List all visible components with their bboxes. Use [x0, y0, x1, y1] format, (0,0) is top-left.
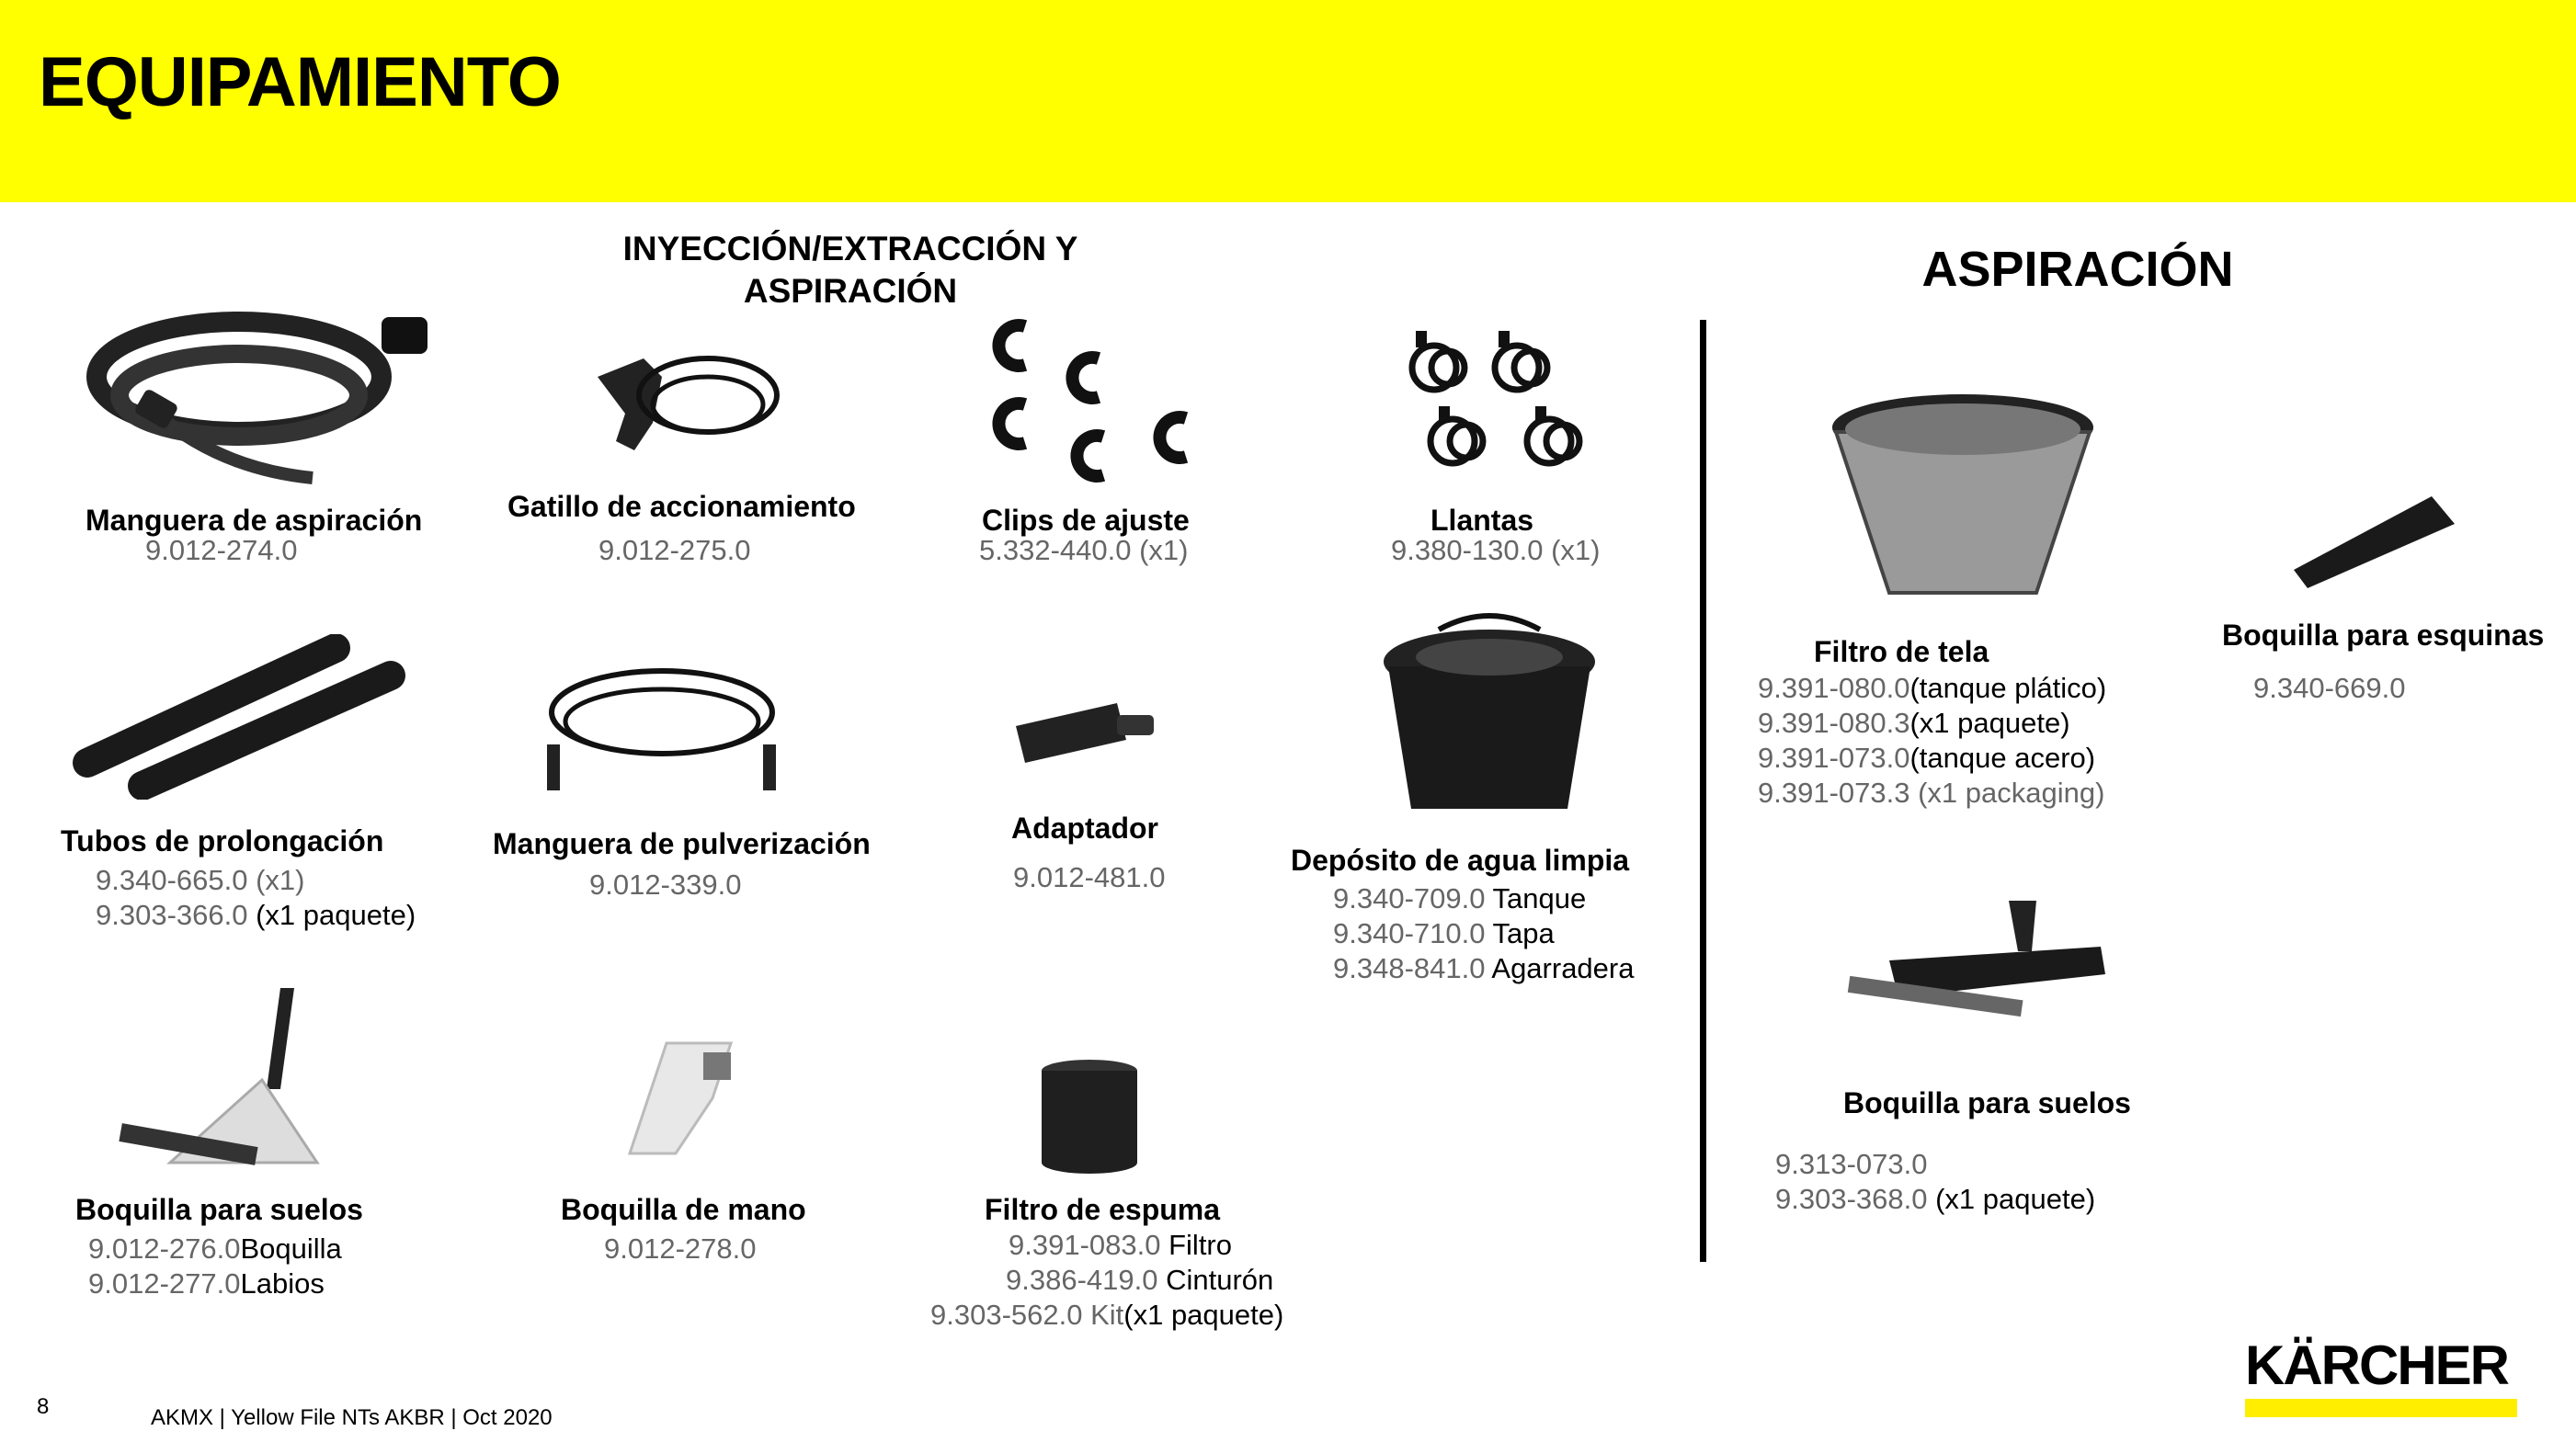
part-number: 9.380-130.0 (x1): [1391, 534, 1601, 566]
footer-text: AKMX | Yellow File NTs AKBR | Oct 2020: [151, 1405, 553, 1430]
part-number: 9.391-073.0: [1758, 742, 1910, 774]
item-code-clean-water-tank: [1333, 881, 1634, 986]
part-number: 9.340-665.0 (x1): [96, 864, 305, 896]
part-label: Tapa: [1492, 917, 1555, 949]
part-number: 9.348-841.0: [1333, 952, 1486, 984]
part-number: 9.012-276.0: [88, 1232, 241, 1265]
part-label: Cinturón: [1166, 1264, 1274, 1296]
section-title-injection: [552, 228, 1149, 312]
adapter-icon: [1007, 689, 1172, 772]
item-name-hand-nozzle: Boquilla de mano: [561, 1193, 806, 1226]
item-name-cloth-filter: Filtro de tela: [1814, 635, 1989, 668]
hand-nozzle-icon: [611, 1025, 749, 1172]
part-label: Agarradera: [1491, 952, 1635, 984]
part-number: 9.012-339.0: [589, 869, 742, 901]
part-number: 9.012-481.0: [1013, 861, 1166, 893]
crevice-nozzle-icon: [2285, 483, 2468, 593]
castor-wheels-icon: [1388, 317, 1609, 483]
foam-filter-icon: [1039, 1057, 1140, 1176]
item-name-adapter: Adaptador: [1011, 812, 1158, 845]
trigger-gun-icon: [579, 340, 781, 478]
item-name-castor-wheels: Llantas: [1430, 504, 1534, 537]
part-label: Labios: [240, 1267, 325, 1300]
part-label: (x1 paquete): [1935, 1183, 2096, 1215]
item-code-trigger-gun: [598, 533, 750, 568]
cloth-filter-icon: [1825, 391, 2101, 611]
section-title-line1: INYECCIÓN/EXTRACCIÓN Y: [622, 230, 1078, 267]
part-number: 9.340-710.0: [1333, 917, 1486, 949]
part-label: Filtro: [1168, 1229, 1232, 1261]
item-code-extension-tubes: [96, 863, 416, 933]
item-code-foam-filter: [930, 1228, 1294, 1333]
item-name-trigger-gun: Gatillo de accionamiento: [507, 490, 856, 523]
spray-hose-icon: [538, 657, 786, 804]
item-name-foam-filter: Filtro de espuma: [985, 1193, 1221, 1226]
part-number: 9.313-073.0: [1775, 1148, 1928, 1180]
part-label: (x1 paquete): [256, 899, 416, 931]
item-name-floor-nozzle-spray: Boquilla para suelos: [75, 1193, 363, 1226]
part-label: Boquilla: [240, 1232, 342, 1265]
part-number: 9.012-278.0: [604, 1232, 757, 1265]
part-number: 9.303-366.0: [96, 899, 248, 931]
logo-bar: [2245, 1399, 2517, 1417]
floor-nozzle-spray-icon: [115, 979, 363, 1190]
section-title-line2: ASPIRACIÓN: [743, 272, 958, 310]
part-number: 9.391-083.0: [1009, 1229, 1161, 1261]
item-code-spray-hose: [589, 868, 741, 903]
part-number: 9.391-073.3 (x1 packaging): [1758, 777, 2105, 809]
item-code-suction-hose: [145, 533, 297, 568]
item-code-cloth-filter: [1758, 671, 2106, 811]
item-name-spray-hose: Manguera de pulverización: [493, 827, 871, 860]
item-code-adapter: [1013, 860, 1165, 895]
part-label: (tanque acero): [1909, 742, 2096, 774]
part-number: 9.340-709.0: [1333, 882, 1486, 914]
clips-icon: [988, 317, 1227, 501]
part-label: Tanque: [1492, 882, 1587, 914]
page-number: 8: [37, 1394, 50, 1419]
item-name-floor-nozzle-dry: Boquilla para suelos: [1843, 1086, 2131, 1119]
item-name-extension-tubes: Tubos de prolongación: [61, 824, 384, 857]
part-label: (x1 paquete): [1909, 707, 2070, 739]
karcher-logo: [2245, 1334, 2519, 1417]
part-number: 9.386-419.0: [1006, 1264, 1158, 1296]
part-label: (x1 paquete): [1123, 1299, 1284, 1331]
item-code-castor-wheels: [1391, 533, 1600, 568]
item-name-suction-hose: Manguera de aspiración: [85, 504, 423, 537]
item-code-hand-nozzle: [604, 1232, 756, 1266]
suction-hose-icon: [74, 294, 441, 496]
clean-water-tank-icon: [1374, 611, 1604, 823]
item-name-crevice-nozzle: Boquilla para esquinas: [2222, 619, 2545, 652]
part-label: (tanque plático): [1909, 672, 2107, 704]
item-name-clips: Clips de ajuste: [982, 504, 1190, 537]
page-title: EQUIPAMIENTO: [39, 43, 561, 121]
part-number: 9.303-562.0 Kit: [930, 1299, 1124, 1331]
part-number: 9.340-669.0: [2253, 672, 2406, 704]
section-title-aspiration: ASPIRACIÓN: [1921, 242, 2234, 297]
part-number: 9.391-080.0: [1758, 672, 1910, 704]
floor-nozzle-dry-icon: [1843, 896, 2110, 1034]
header-bar: [0, 0, 2576, 202]
item-code-floor-nozzle-dry: [1775, 1147, 2095, 1217]
item-code-clips: [979, 533, 1188, 568]
part-number: 9.012-277.0: [88, 1267, 241, 1300]
part-number: 9.012-275.0: [598, 534, 751, 566]
section-divider: [1700, 320, 1706, 1262]
extension-tubes-icon: [69, 634, 418, 800]
part-number: 5.332-440.0 (x1): [979, 534, 1189, 566]
part-number: 9.303-368.0: [1775, 1183, 1928, 1215]
item-code-crevice-nozzle: [2253, 671, 2405, 706]
logo-text: KÄRCHER: [2245, 1334, 2508, 1396]
item-name-clean-water-tank: Depósito de agua limpia: [1291, 844, 1630, 877]
part-number: 9.012-274.0: [145, 534, 298, 566]
item-code-floor-nozzle-spray: [88, 1232, 342, 1301]
part-number: 9.391-080.3: [1758, 707, 1910, 739]
